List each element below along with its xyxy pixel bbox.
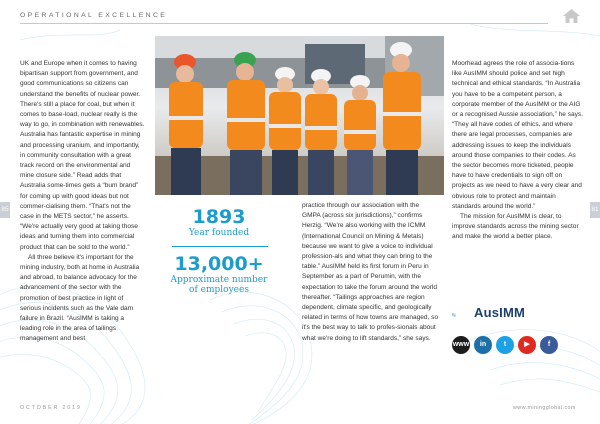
website-icon[interactable]: www <box>452 336 470 354</box>
youtube-icon[interactable]: ▶ <box>518 336 536 354</box>
article-column-4 <box>452 59 583 243</box>
stat-founded-value: 1893 <box>192 206 246 228</box>
facebook-icon[interactable]: f <box>540 336 558 354</box>
stat-employees-label-line-1: Approximate number <box>170 275 268 285</box>
section-title: OPERATIONAL EXCELLENCE <box>20 12 168 19</box>
article-paragraph: Moorhead agrees the role of associa-tions like AusIMM should police and set high technical and ethical standards. “In Australia you have to be a competent person, a corporate member of the AusIMM or the AIG or a recognised Aussie association,” he says. “They all have codes of ethics, and where there are legal processes, companies are addressing issues to keep the individuals around those companies to their codes. As the sector becomes more ticketed, people have to have credentials to sign off on projects as we need to have a very clear and obvious role to protect and maintain standards around the world.” <box>452 60 584 210</box>
article-paragraph: practice through our association with the GMPA (across six jurisdictions),” confirms Herzig. “We're also working with the ICMM (International Council on Mining & Metals) because we want to give a voice to individual profession-als and what they can bring to the table.” AusIMM held its first forum in Peru in September as a part of Perumin, with the expectation to take the forum around the world thereafter. “Tailings approaches are region dependent, climate specific, and geologically related in terms of how towns are managed, so it's the best way to talk to profes-sionals about what we're doing to lift standards,” she says. <box>302 202 439 342</box>
footer-issue-date: OCTOBER 2019 <box>20 405 82 411</box>
article-paragraph: All three believe it's important for the mining industry, both at home in Australia and abroad, to balance advocacy for the advancement of the sector with the promotion of best practice in light of serious incidents such as the Vale dam failure in Brazil. “AusIMM is taking a leading role in the area of tailings management and best <box>20 253 140 343</box>
stat-employees-label-line-2: of employees <box>189 285 249 295</box>
stat-employees-value: 13,000+ <box>174 253 264 275</box>
article-paragraph: The mission for AusIMM is clear, to improve standards across the mining sector and make the world a better place. <box>452 213 579 241</box>
page-number-right: 81 <box>590 202 600 218</box>
team-photo <box>155 36 444 195</box>
stat-divider <box>172 246 268 247</box>
team-photo-illustration <box>155 36 444 195</box>
stat-founded-label: Year founded <box>188 228 250 238</box>
article-paragraph: UK and Europe when it comes to having bipartisan support from government, and good communications so citizens can understand the benefits of nuclear power. There's still a place for coal, but when it comes to base-load, nuclear really is the way to go, in combination with renewables. Australia has fantastic expertise in mining and processing uranium, and importantly, in community consultation with a great track record on the environmental and mine closure side.” Read adds that Australia some-times gets a “bum brand” for coming up with good ideas but not commer-cialising them. “That's not the case in the METS sector,” he asserts. “We're actually very good at taking those ideas and turning them into commercial product that can be sold to the world.” <box>20 60 145 251</box>
home-icon[interactable] <box>563 9 580 23</box>
article-column-1 <box>20 59 145 345</box>
ausimm-logo-icon <box>452 306 472 324</box>
linkedin-icon[interactable]: in <box>474 336 492 354</box>
ausimm-logo-text: AusIMM <box>474 305 526 320</box>
page-number-left: 85 <box>0 202 10 218</box>
article-column-3 <box>302 201 439 344</box>
header-divider <box>20 23 548 24</box>
footer-website-link[interactable]: www.miningglobal.com <box>513 405 576 411</box>
twitter-icon[interactable]: t <box>496 336 514 354</box>
